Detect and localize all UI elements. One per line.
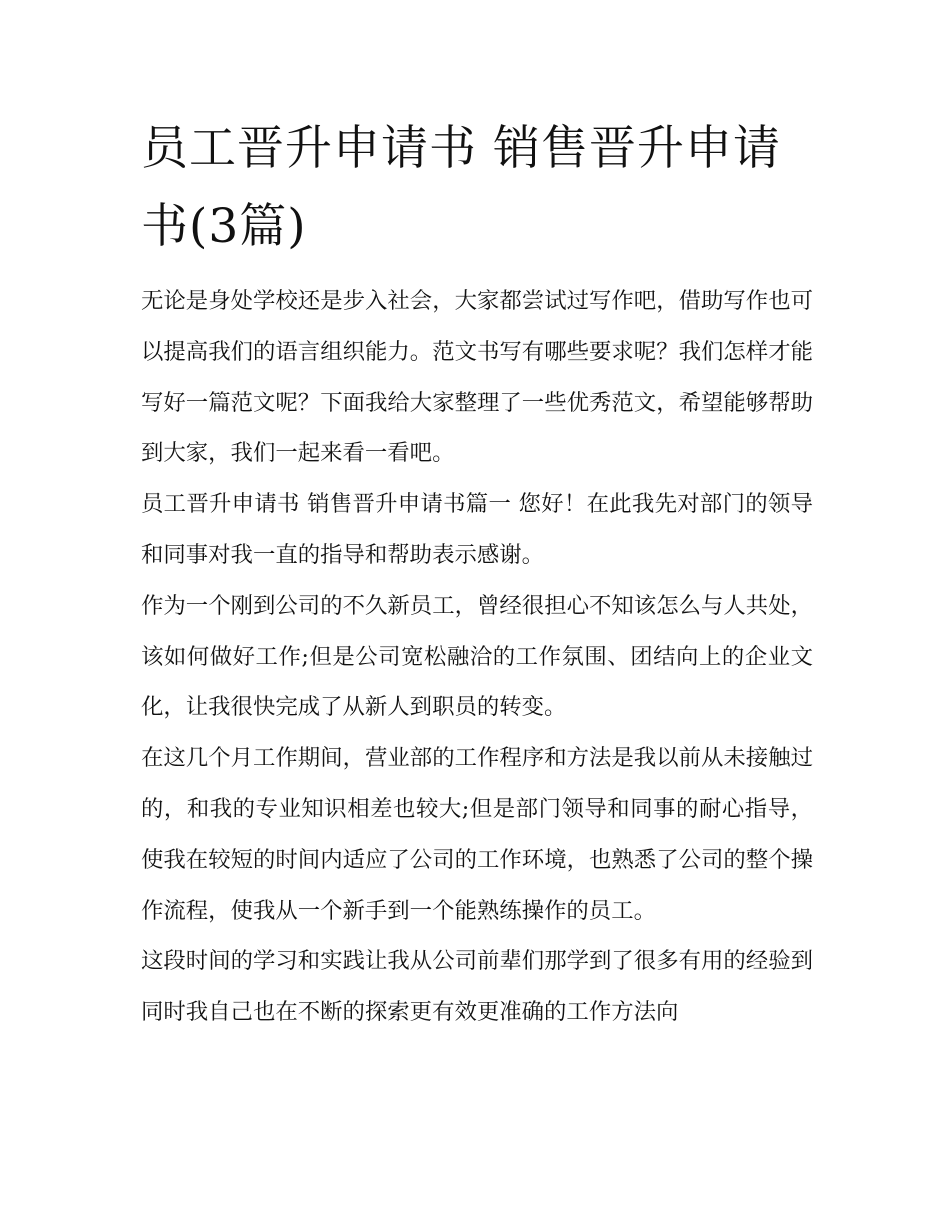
paragraph-learning: 这段时间的学习和实践让我从公司前辈们那学到了很多有用的经验到同时我自己也在不断的探索更有效更准确的工作方法向 — [141, 948, 813, 1026]
document-title: 员工晋升申请书 销售晋升申请书(3篇) — [141, 121, 781, 254]
document-page — [141, 110, 813, 1038]
paragraph-new-employee: 作为一个刚到公司的不久新员工，曾经很担心不知该怎么与人共处，该如何做好工作;但是公司宽松融洽的工作氛围、团结向上的企业文化，让我很快完成了从新人到职员的转变。 — [141, 592, 813, 721]
paragraph-greeting: 员工晋升申请书 销售晋升申请书篇一 您好！在此我先对部门的领导和同事对我一直的指导和帮助表示感谢。 — [141, 491, 813, 568]
paragraph-work-period: 在这几个月工作期间，营业部的工作程序和方法是我以前从未接触过的，和我的专业知识相差也较大;但是部门领导和同事的耐心指导，使我在较短的时间内适应了公司的工作环境，也熟悉了公司的整个操作流程，使我从一个新手到一个能熟练操作的员工。 — [141, 745, 813, 924]
paragraph-intro: 无论是身处学校还是步入社会，大家都尝试过写作吧，借助写作也可以提高我们的语言组织能力。范文书写有哪些要求呢？我们怎样才能写好一篇范文呢？下面我给大家整理了一些优秀范文，希望能够帮助到大家，我们一起来看一看吧。 — [141, 288, 813, 467]
